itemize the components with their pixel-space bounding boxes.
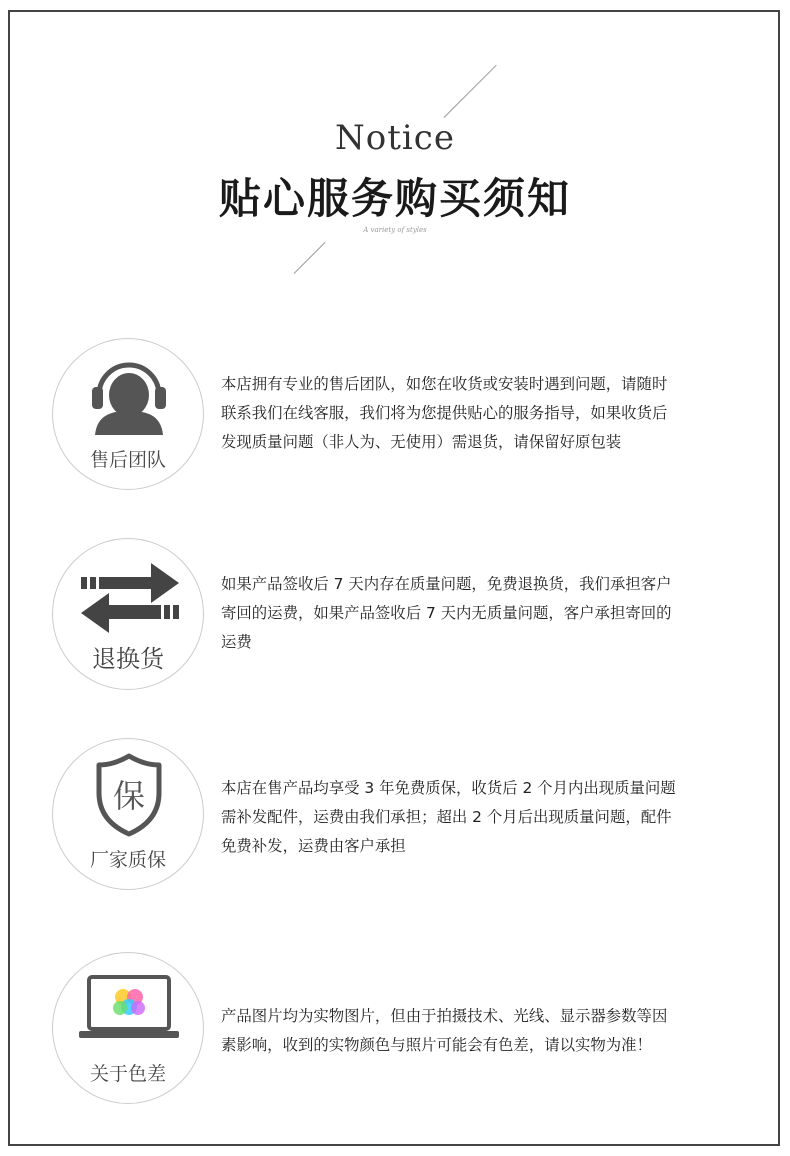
shield-icon [95, 753, 163, 837]
after-sales-badge [52, 338, 204, 490]
page-title: 贴心服务购买须知 [218, 174, 571, 223]
headset-person-icon [87, 351, 171, 439]
text-line: 发现质量问题（非人为、无使用）需退货，请保留好原包装 [221, 433, 622, 451]
warranty-label: 厂家质保 [89, 849, 166, 871]
returns-label: 退换货 [92, 645, 164, 673]
text-line: 寄回的运费，如果产品签收后 7 天内无质量问题，客户承担寄回的 [221, 604, 672, 622]
color-label: 关于色差 [89, 1063, 166, 1085]
color-text [221, 1002, 751, 1060]
text-line: 运费 [221, 633, 252, 651]
text-line: 本店拥有专业的售后团队，如您在收货或安装时遇到问题，请随时 [221, 375, 668, 393]
text-line: 本店在售产品均享受 3 年免费质保，收货后 2 个月内出现质量问题 [221, 779, 676, 797]
script-subtitle: A variety of styles [363, 226, 427, 234]
text-line: 产品图片均为实物图片，但由于拍摄技术、光线、显示器参数等因 [221, 1007, 668, 1025]
text-line: 免费补发，运费由客户承担 [221, 837, 406, 855]
returns-badge [52, 538, 204, 690]
after-sales-label: 售后团队 [89, 449, 166, 471]
color-badge [52, 952, 204, 1104]
returns-text [221, 570, 751, 657]
notice-heading: Notice [335, 118, 455, 158]
after-sales-text [221, 370, 751, 457]
text-line: 素影响，收到的实物颜色与照片可能会有色差，请以实物为准！ [221, 1036, 652, 1054]
text-line: 联系我们在线客服，我们将为您提供贴心的服务指导，如果收货后 [221, 404, 668, 422]
shield-char: 保 [112, 777, 146, 815]
warranty-badge [52, 738, 204, 890]
text-line: 如果产品签收后 7 天内存在质量问题，免费退换货，我们承担客户 [221, 575, 672, 593]
laptop-color-icon [79, 975, 179, 1041]
warranty-text [221, 774, 751, 861]
exchange-arrows-icon [79, 561, 181, 633]
text-line: 需补发配件，运费由我们承担；超出 2 个月后出现质量问题，配件 [221, 808, 672, 826]
